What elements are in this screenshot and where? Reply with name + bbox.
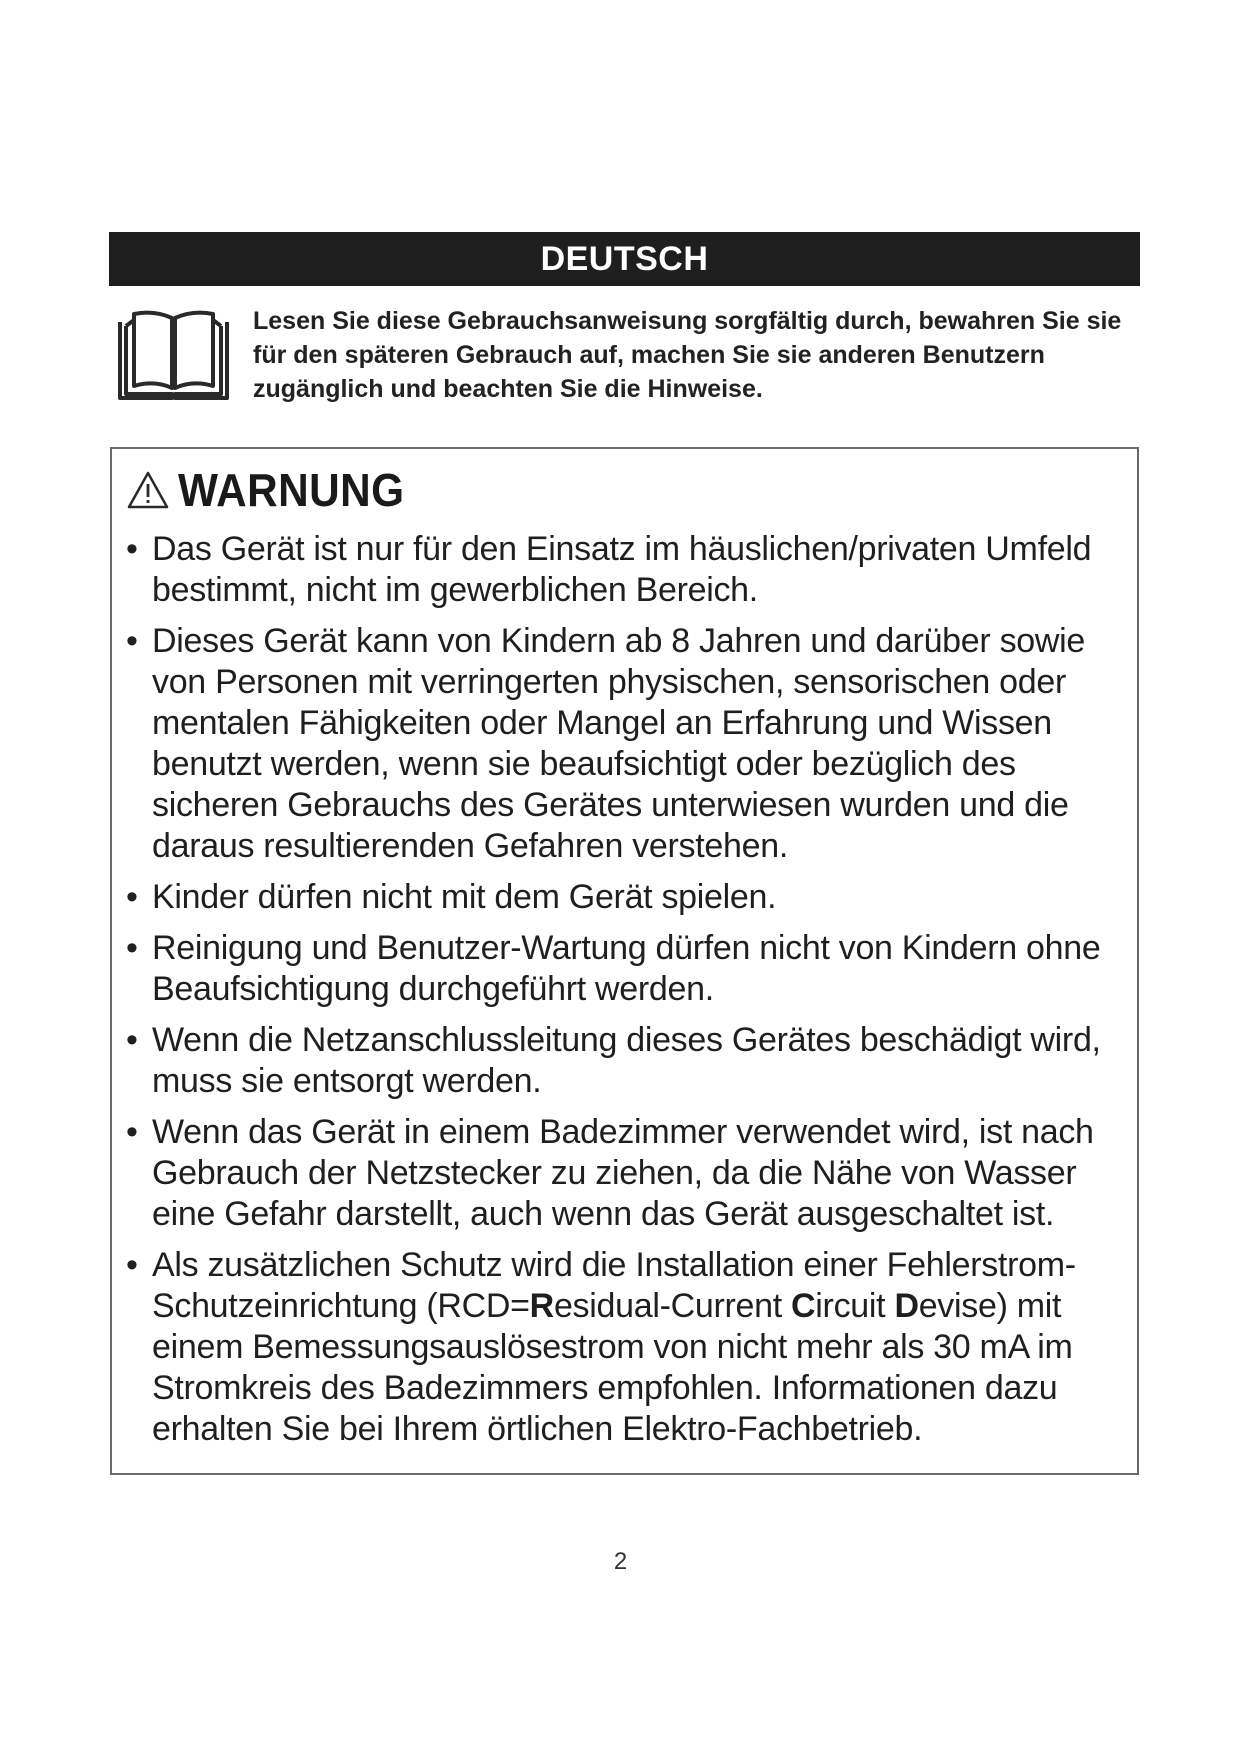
warning-heading [126,461,424,519]
language-header: DEUTSCH [109,232,1140,286]
warning-item-text: Wenn das Gerät in einem Badezimmer verwendet wird, ist nach Gebrauch der Netzstecker zu ziehen, da die Nähe von Wasser eine Gefahr darstellt, auch wenn das Gerät ausgeschaltet ist. [152,1113,1094,1233]
warning-item-text: Dieses Gerät kann von Kindern ab 8 Jahren und darüber sowie von Personen mit verringerten physischen, sensorischen oder mentalen Fähigkeiten oder Mangel an Erfahrung und Wissen benutzt werden, wenn sie beaufsichtigt oder bezüglich des sicheren Gebrauchs des Gerätes unterwiesen wurden und die daraus resultierenden Gefahren verstehen. [152,622,1085,865]
bullet: • [126,929,138,967]
warning-box [110,447,1139,1475]
bullet: • [126,530,138,568]
warning-list [126,529,1126,1460]
warning-item [126,621,1126,867]
read-instructions-note: Lesen Sie diese Gebrauchsanweisung sorgfältig durch, bewahren Sie sie für den späteren Gebrauch auf, machen Sie sie anderen Benutzern zugänglich und beachten Sie die Hinweise. [253,307,1122,403]
warning-item [126,1112,1126,1235]
warning-item-text: Als zusätzlichen Schutz wird die Installation einer Fehlerstrom-Schutzeinrichtung (RCD=Residual-Current Circuit Devise) mit einem Bemessungsauslösestrom von nicht mehr als 30 mA im Stromkreis des Badezimmers empfohlen. Informationen dazu erhalten Sie bei Ihrem örtlichen Elektro-Fachbetrieb. [152,1246,1076,1448]
bullet: • [126,1113,138,1151]
warning-item-text: Kinder dürfen nicht mit dem Gerät spielen. [152,878,777,916]
page-number: 2 [613,1548,628,1575]
warning-item-text: Reinigung und Benutzer-Wartung dürfen nicht von Kindern ohne Beaufsichtigung durchgeführt werden. [152,929,1101,1008]
warning-item-text: Das Gerät ist nur für den Einsatz im häuslichen/privaten Umfeld bestimmt, nicht im gewerblichen Bereich. [152,530,1092,609]
rcd-letter-d: D [894,1287,919,1325]
warning-item [126,529,1126,611]
warning-item-rcd [126,1245,1126,1450]
warning-item [126,928,1126,1010]
bullet: • [126,1246,138,1284]
warning-title: WARNUNG [178,464,405,516]
bullet: • [126,622,138,660]
warning-triangle-icon [126,470,170,510]
bullet: • [126,1021,138,1059]
warning-item [126,877,1126,918]
bullet: • [126,878,138,916]
open-book-icon [116,308,231,404]
rcd-letter-r: R [529,1287,554,1325]
rcd-letter-c: C [791,1287,816,1325]
warning-item-text: Wenn die Netzanschlussleitung dieses Gerätes beschädigt wird, muss sie entsorgt werden. [152,1021,1101,1100]
warning-item [126,1020,1126,1102]
